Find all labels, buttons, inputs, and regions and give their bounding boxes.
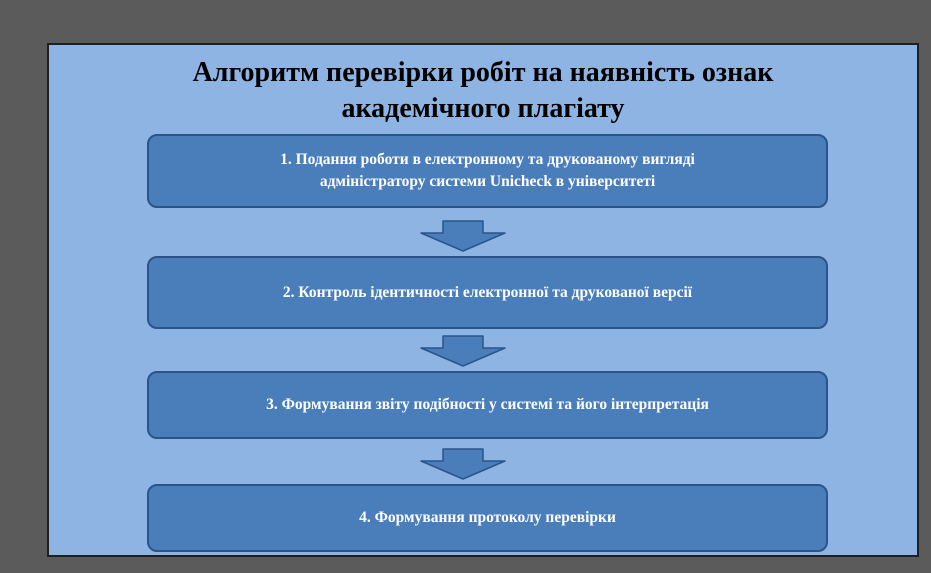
slide-canvas [47,43,919,557]
step-2-text [283,282,692,304]
step-2-line-1: 2. Контроль ідентичності електронної та друкованої версії [282,283,693,301]
step-1-text [280,149,695,193]
diagram-title [49,55,917,127]
step-4-text [359,507,616,529]
diagram-title-line-2: академічного плагіату [341,93,625,124]
step-box-4 [147,484,828,552]
down-arrow-icon [417,335,509,367]
step-box-3 [147,371,828,439]
step-1-line-1: 1. Подання роботи в електронному та друкованому вигляді [280,151,695,168]
step-3-text [266,394,709,416]
down-arrow-icon [417,448,509,480]
step-3-line-1: 3. Формування звіту подібності у системі та його інтерпретація [266,396,709,413]
down-arrow-icon [417,220,509,252]
diagram-title-line-1: Алгоритм перевірки робіт на наявність ознак [192,57,774,88]
step-box-2 [147,256,828,329]
step-box-1 [147,134,828,208]
step-1-line-2: адміністратору системи Unicheck в університеті [319,173,656,190]
step-4-line-1: 4. Формування протоколу перевірки [359,509,616,526]
